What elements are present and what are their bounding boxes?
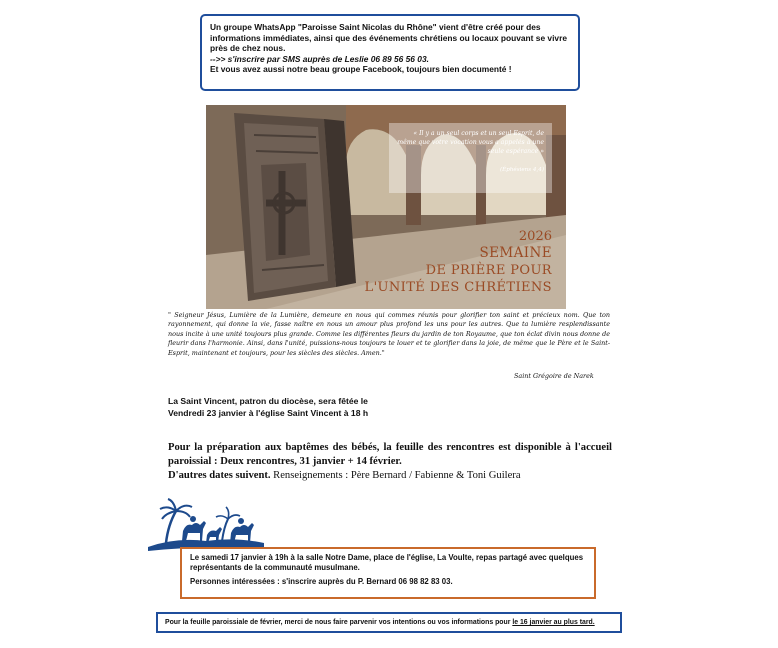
camels-palm-trees-icon: [146, 497, 266, 553]
shared-meal-contact: Personnes intéressées : s'inscrire auprès du P. Bernard 06 98 82 83 03.: [190, 577, 453, 587]
unity-week-banner: [206, 105, 566, 309]
baptism-main-text: Pour la préparation aux baptêmes des bébés, la feuille des rencontres est disponible à l'accueil paroissial : Deux rencontres, 31 janvier + 14 février.: [168, 442, 612, 467]
bible-quote-reference: (Éphésiens 4,4): [499, 167, 544, 173]
saint-vincent-line1: La Saint Vincent, patron du diocèse, sera fêtée le: [168, 396, 368, 406]
facebook-text: Et vous avez aussi notre beau groupe Facebook, toujours bien documenté !: [210, 64, 512, 75]
baptism-announcement: [168, 441, 612, 483]
bible-quote-panel: [389, 123, 552, 193]
baptism-more-dates: D'autres dates suivent.: [168, 470, 271, 481]
sms-signup-text: -->> s'inscrire par SMS auprès de Leslie 06 89 56 56 03.: [210, 53, 429, 64]
shared-meal-notice-box: [180, 547, 596, 599]
whatsapp-notice-text: Un groupe WhatsApp "Paroisse Saint Nicolas du Rhône" vient d'être créé pour des informations immédiates, ainsi que des événements chrétiens ou locaux pouvant se vivre près de chez nous.: [210, 22, 567, 54]
saint-vincent-line2: Vendredi 23 janvier à l'église Saint Vincent à 18 h: [168, 408, 369, 418]
banner-title-line3: L'UNITÉ DES CHRÉTIENS: [364, 280, 552, 295]
newsletter-deadline-box: [156, 612, 622, 633]
banner-title-line2: DE PRIÈRE POUR: [425, 263, 552, 278]
banner-title-line1: SEMAINE: [479, 245, 552, 261]
banner-year: 2026: [518, 229, 552, 244]
whatsapp-notice-box: [200, 14, 580, 91]
newsletter-deadline-date: le 16 janvier au plus tard.: [512, 619, 595, 626]
prayer-author: Saint Grégoire de Narek: [514, 372, 594, 380]
saint-vincent-announcement: [168, 395, 468, 419]
baptism-contact-info: Renseignements : Père Bernard / Fabienne & Toni Guilera: [270, 470, 521, 481]
shared-meal-text: Le samedi 17 janvier à 19h à la salle Notre Dame, place de l'église, La Voulte, repas partagé avec quelques représentants de la communauté musulmane.: [190, 553, 584, 572]
banner-title: [322, 228, 552, 296]
bible-quote: « Il y a un seul corps et un seul Esprit, de même que votre vocation vous a appelés à une seule espérance »: [397, 130, 544, 155]
newsletter-deadline-text: Pour la feuille paroissiale de février, merci de nous faire parvenir vos intentions ou vos informations pour: [165, 619, 513, 626]
prayer-text: " Seigneur Jésus, Lumière de la Lumière, demeure en nous qui commes réunis pour glorifier ton saint et précieux nom. Que ton rayonnement, qui donne la vie, fasse naître en nous un amour plus profond les uns pour les autres. Que ta lumière resplendissante nous incite à une unité toujours plus grande. Comme les différentes fleurs du jardin de ton Royaume, que ton éclat divin nous donne de fleurir dans l'harmonie. Ainsi, dans l'unité, puissions-nous toujours te louer et te glorifier dans la joie, de même que le Père et le Saint-Esprit, maintenant et toujours, pour les siècles des siècles. Amen.": [168, 311, 610, 357]
